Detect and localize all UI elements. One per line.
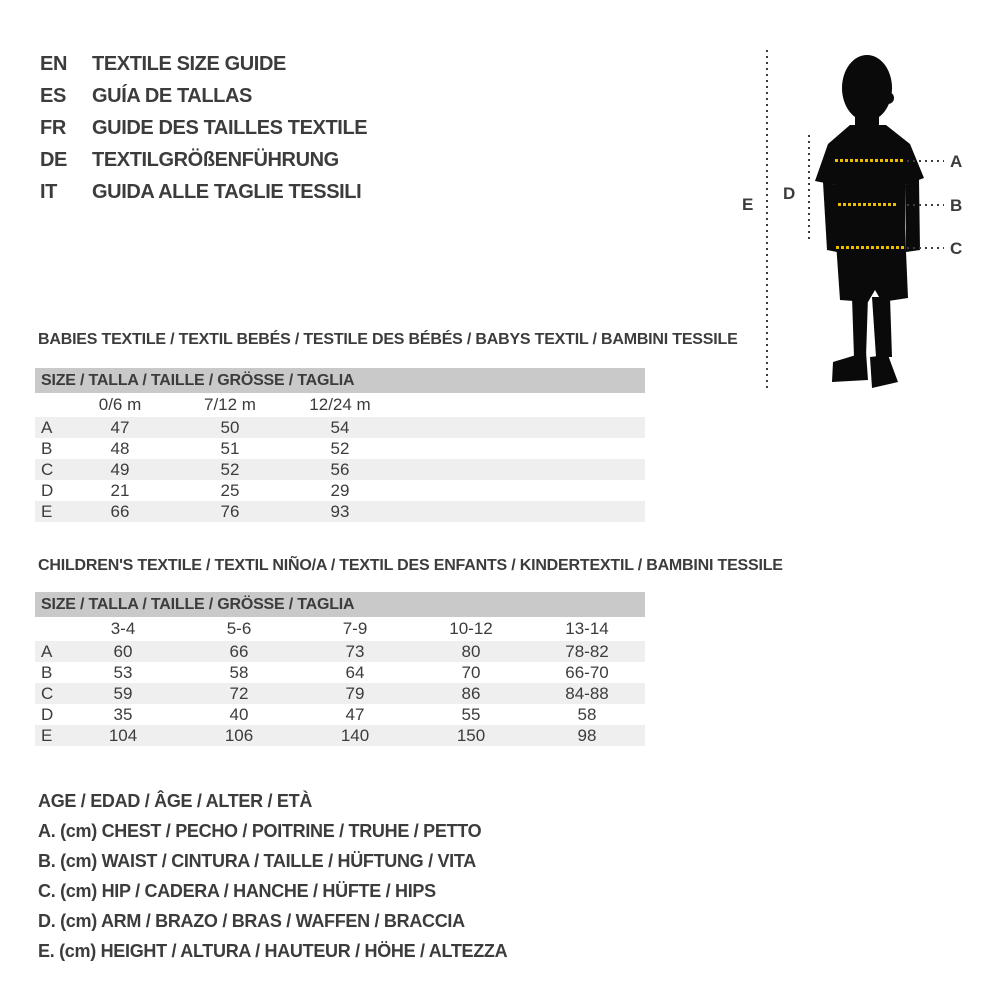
cell: 140 [340,726,370,745]
table-row [35,501,645,522]
cell: 93 [330,502,350,521]
cell: 72 [229,684,249,703]
guide-title: GUIDE DES TAILLES TEXTILE [92,117,368,139]
cell: 21 [110,481,130,500]
column-header-cell: 13-14 [565,619,609,638]
row-label: D [41,705,54,724]
size-header-bar: SIZE / TALLA / TAILLE / GRÖSSE / TAGLIA [35,368,645,393]
guide-title: TEXTILE SIZE GUIDE [92,53,286,75]
arm-measure-line-d [808,135,810,243]
height-measure-line-e [766,50,768,390]
measure-label-c: C [950,239,963,258]
table-row [35,417,645,438]
column-header-cell: 7-9 [342,619,368,638]
legend-line-age: AGE / EDAD / ÂGE / ALTER / ETÀ [38,791,313,811]
column-header-cell: 3-4 [110,619,136,638]
babies-size-table [35,368,645,522]
cell: 52 [330,439,350,458]
cell: 40 [229,705,249,724]
chest-measure-line-a [835,159,903,162]
row-label: A [41,642,53,661]
column-header-spacer [35,393,65,417]
table-row [35,480,645,501]
hip-leader-line-c [907,247,944,249]
cell: 98 [577,726,597,745]
cell: 104 [108,726,138,745]
chest-leader-line-a [907,160,944,162]
cell: 59 [113,684,133,703]
legend-line-hip: C. (cm) HIP / CADERA / HANCHE / HÜFTE / HIPS [38,881,436,901]
row-label: E [41,726,53,745]
row-label: E [41,502,53,521]
cell: 106 [224,726,254,745]
cell: 54 [330,418,350,437]
cell: 80 [461,642,481,661]
column-header-cell: 7/12 m [204,395,256,414]
column-header-cell: 12/24 m [309,395,371,414]
row-label: D [41,481,54,500]
children-column-header [35,617,645,641]
cell: 56 [330,460,350,479]
lang-row-es [40,80,367,112]
column-header-cell: 0/6 m [98,395,142,414]
lang-row-de [40,144,367,176]
row-label: C [41,684,54,703]
guide-title: GUIDA ALLE TAGLIE TESSILI [92,181,362,203]
table-row [35,438,645,459]
measure-label-d: D [783,184,796,203]
cell: 49 [110,460,130,479]
cell: 55 [461,705,481,724]
cell: 48 [110,439,130,458]
measure-label-e: E [742,195,754,214]
language-code: EN [40,53,67,75]
table-row [35,459,645,480]
language-title-block [40,48,367,208]
children-size-table [35,592,645,746]
cell: 66 [229,642,249,661]
lang-row-fr [40,112,367,144]
cell: 53 [113,663,133,682]
cell: 79 [345,684,365,703]
row-label: C [41,460,54,479]
column-header-cell: 10-12 [449,619,493,638]
cell: 73 [345,642,365,661]
legend-line-waist: B. (cm) WAIST / CINTURA / TAILLE / HÜFTUNG / VITA [38,851,476,871]
table-row [35,683,645,704]
cell: 35 [113,705,133,724]
cell: 60 [113,642,133,661]
legend-line-arm: D. (cm) ARM / BRAZO / BRAS / WAFFEN / BRACCIA [38,911,465,931]
cell: 47 [345,705,365,724]
cell: 66 [110,502,130,521]
babies-column-header [35,393,645,417]
row-label: B [41,439,53,458]
lang-row-en [40,48,367,80]
cell: 64 [345,663,365,682]
column-header-cell: 5-6 [226,619,252,638]
legend-line-chest: A. (cm) CHEST / PECHO / POITRINE / TRUHE / PETTO [38,821,482,841]
measure-label-b: B [950,196,963,215]
cell: 150 [456,726,486,745]
cell: 50 [220,418,240,437]
cell: 58 [577,705,597,724]
guide-title: TEXTILGRÖßENFÜHRUNG [92,149,339,171]
language-code: DE [40,149,67,171]
cell: 78-82 [565,642,609,661]
babies-section-title: BABIES TEXTILE / TEXTIL BEBÉS / TESTILE DES BÉBÉS / BABYS TEXTIL / BAMBINI TESSILE [38,331,738,348]
waist-measure-line-b [838,203,898,206]
column-header-spacer [35,617,65,641]
cell: 84-88 [565,684,609,703]
cell: 66-70 [565,663,609,682]
language-code: FR [40,117,66,139]
row-label: A [41,418,53,437]
language-code: IT [40,181,57,203]
measurement-legend [38,786,507,966]
cell: 70 [461,663,481,682]
cell: 25 [220,481,240,500]
cell: 52 [220,460,240,479]
size-header-bar: SIZE / TALLA / TAILLE / GRÖSSE / TAGLIA [35,592,645,617]
table-row [35,725,645,746]
cell: 58 [229,663,249,682]
measure-label-a: A [950,152,963,171]
guide-title: GUÍA DE TALLAS [92,85,252,107]
legend-line-height: E. (cm) HEIGHT / ALTURA / HAUTEUR / HÖHE / ALTEZZA [38,941,508,961]
cell: 86 [461,684,481,703]
cell: 51 [220,439,240,458]
waist-leader-line-b [907,204,944,206]
table-row [35,662,645,683]
cell: 29 [330,481,350,500]
cell: 76 [220,502,240,521]
language-code: ES [40,85,66,107]
row-label: B [41,663,53,682]
children-section-title: CHILDREN'S TEXTILE / TEXTIL NIÑO/A / TEXTIL DES ENFANTS / KINDERTEXTIL / BAMBINI TESSILE [38,557,783,574]
hip-measure-line-c [836,246,904,249]
lang-row-it [40,176,367,208]
child-silhouette [810,52,930,392]
table-row [35,641,645,662]
cell: 47 [110,418,130,437]
table-row [35,704,645,725]
